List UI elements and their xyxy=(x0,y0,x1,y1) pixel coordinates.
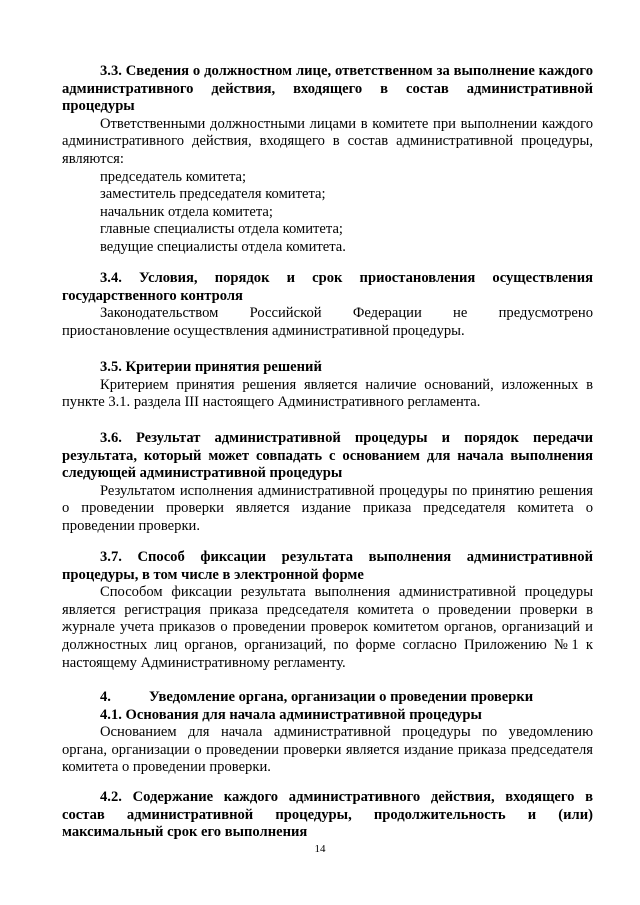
paragraph: Основанием для начала административной процедуры по уведомлению органа, организации о проведении проверки является издание приказа председателя комитета о проведении проверки. xyxy=(62,724,593,776)
page-number: 14 xyxy=(314,843,326,855)
chapter-number: 4. xyxy=(100,689,111,705)
section-3-4 xyxy=(62,270,593,340)
section-heading: 3.5. Критерии принятия решений xyxy=(100,359,322,375)
paragraph: Законодательством Российской Федерации не предусмотрено приостановление осуществления административной процедуры. xyxy=(62,305,593,339)
chapter-heading xyxy=(62,689,593,707)
section-3-5 xyxy=(62,359,593,412)
paragraph: Результатом исполнения административной процедуры по принятию решения о проведении проверки является издание приказа председателя комитета о проведении проверки. xyxy=(62,482,593,534)
section-3-3 xyxy=(62,63,593,257)
section-heading: 3.3. Сведения о должностном лице, ответственном за выполнение каждого административного действия, входящего в состав административной процедуры xyxy=(62,63,593,115)
paragraph: Критерием принятия решения является наличие оснований, изложенных в пункте 3.1. раздела III настоящего Административного регламента. xyxy=(62,376,593,411)
paragraph: Способом фиксации результата выполнения административной процедуры является регистрация приказа председателя комитета о проведении проверки в журнале учета приказов о проведении проверок комитетом органов, организаций и должностных лиц органов, организаций, по форме согласно Приложению №1 к настоящему Административному регламенту. xyxy=(62,584,593,671)
chapter-4 xyxy=(62,689,593,777)
section-3-6 xyxy=(62,430,593,536)
list-item: заместитель председателя комитета; xyxy=(100,186,326,203)
section-heading: 3.6. Результат административной процедуры и порядок передачи результата, который может совпадать с основанием для начала выполнения следующей административной процедуры xyxy=(62,430,593,482)
paragraph: Ответственными должностными лицами в комитете при выполнении каждого административного действия, входящего в состав административной процедуры, являются: xyxy=(62,115,593,167)
section-heading: 3.4. Условия, порядок и срок приостановления осуществления государственного контроля xyxy=(62,270,593,304)
list-item: главные специалисты отдела комитета; xyxy=(100,221,343,238)
section-heading: 4.1. Основания для начала административной процедуры xyxy=(100,706,482,723)
list-item: председатель комитета; xyxy=(100,168,247,185)
chapter-title: Уведомление органа, организации о проведении проверки xyxy=(149,689,534,705)
section-heading: 4.2. Содержание каждого административного действия, входящего в состав административной процедуры, продолжительность и (или) максимальный срок его выполнения xyxy=(62,789,593,841)
section-4-2 xyxy=(62,789,593,842)
list-item: начальник отдела комитета; xyxy=(100,203,273,220)
section-heading: 3.7. Способ фиксации результата выполнения административной процедуры, в том числе в электронной форме xyxy=(62,549,593,583)
list-item: ведущие специалисты отдела комитета. xyxy=(100,238,346,255)
section-3-7 xyxy=(62,549,593,672)
